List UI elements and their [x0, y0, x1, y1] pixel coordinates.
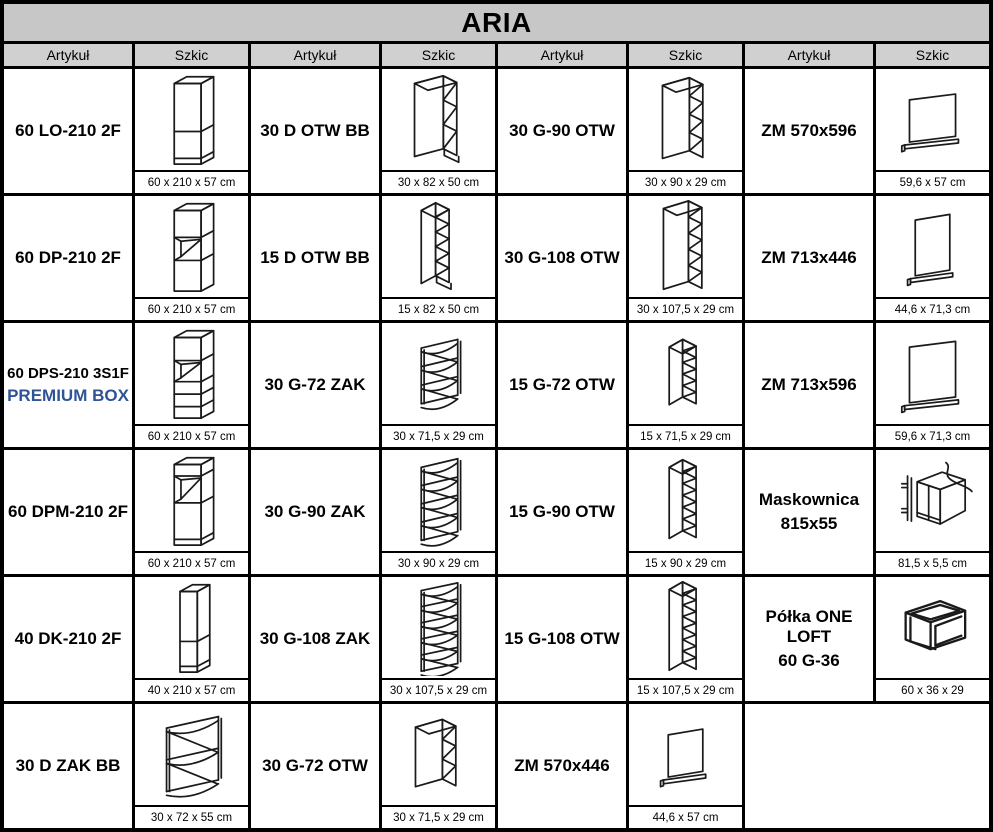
article-code: 815x55: [780, 514, 838, 533]
article-cell: [745, 69, 873, 193]
article-code: 30 G-72 OTW: [262, 756, 368, 775]
sketch-cell: [135, 196, 248, 320]
column-header-artykul: Artykuł: [251, 44, 379, 66]
tall-cabinet-60-oven-drawers-sketch-icon: [135, 323, 248, 424]
article-cell: [498, 577, 626, 701]
sketch-cell: [135, 577, 248, 701]
column-header-artykul: Artykuł: [498, 44, 626, 66]
article-code: 30 G-90 OTW: [509, 121, 615, 140]
article-cell: [4, 69, 132, 193]
open-base-30-sketch-icon: [382, 69, 495, 170]
article-code: 15 G-90 OTW: [509, 502, 615, 521]
sketch-cell: [876, 196, 989, 320]
article-code: 40 DK-210 2F: [14, 629, 122, 648]
sketch-dimensions: 15 x 82 x 50 cm: [382, 297, 495, 320]
sketch-dimensions: 30 x 72 x 55 cm: [135, 805, 248, 828]
sketch-dimensions: 15 x 107,5 x 29 cm: [629, 678, 742, 701]
column-header-szkic: Szkic: [876, 44, 989, 66]
article-cell: [745, 196, 873, 320]
sketch-dimensions: 59,6 x 57 cm: [876, 170, 989, 193]
panel-tall-narrow-sketch-icon: [876, 196, 989, 297]
sketch-dimensions: 30 x 107,5 x 29 cm: [382, 678, 495, 701]
panel-small-sketch-icon: [629, 704, 742, 805]
panel-square-sketch-icon: [876, 69, 989, 170]
column-header-artykul: Artykuł: [745, 44, 873, 66]
article-cell: [498, 704, 626, 828]
article-code: 30 G-108 OTW: [504, 248, 620, 267]
sketch-dimensions: 60 x 36 x 29: [876, 678, 989, 701]
sketch-cell: [629, 196, 742, 320]
wall-open-30-90-sketch-icon: [629, 69, 742, 170]
article-cell: [251, 577, 379, 701]
sketch-cell: [629, 323, 742, 447]
sketch-cell: [382, 69, 495, 193]
article-code: 60 DP-210 2F: [15, 248, 121, 267]
column-header-szkic: Szkic: [629, 44, 742, 66]
sketch-cell: [876, 450, 989, 574]
article-cell: [4, 450, 132, 574]
panel-tall-wide-sketch-icon: [876, 323, 989, 424]
sketch-dimensions: 30 x 82 x 50 cm: [382, 170, 495, 193]
sketch-dimensions: 15 x 90 x 29 cm: [629, 551, 742, 574]
page-title: ARIA: [4, 4, 989, 41]
article-cell: [498, 196, 626, 320]
wall-zak-72-sketch-icon: [382, 323, 495, 424]
article-code: 30 D OTW BB: [260, 121, 370, 140]
wall-open-15-108-sketch-icon: [629, 577, 742, 678]
sketch-cell: [382, 577, 495, 701]
article-cell: [498, 323, 626, 447]
article-cell: [251, 69, 379, 193]
article-cell: [4, 577, 132, 701]
sketch-dimensions: 15 x 71,5 x 29 cm: [629, 424, 742, 447]
article-cell: [251, 323, 379, 447]
sketch-dimensions: 59,6 x 71,3 cm: [876, 424, 989, 447]
sketch-dimensions: 81,5 x 5,5 cm: [876, 551, 989, 574]
article-code: 30 G-90 ZAK: [264, 502, 366, 521]
sketch-dimensions: 60 x 210 x 57 cm: [135, 297, 248, 320]
tall-cabinet-60-2f-sketch-icon: [135, 69, 248, 170]
sketch-cell: [135, 323, 248, 447]
sketch-dimensions: 30 x 71,5 x 29 cm: [382, 805, 495, 828]
article-code: Maskownica: [758, 490, 860, 509]
sketch-dimensions: 30 x 90 x 29 cm: [382, 551, 495, 574]
tall-cabinet-60-oven-sketch-icon: [135, 196, 248, 297]
article-cell: [4, 196, 132, 320]
sketch-dimensions: 60 x 210 x 57 cm: [135, 170, 248, 193]
sketch-cell: [382, 704, 495, 828]
wall-open-30-72-sketch-icon: [382, 704, 495, 805]
tall-cabinet-40-2f-sketch-icon: [135, 577, 248, 678]
sketch-cell: [382, 323, 495, 447]
corner-open-base-sketch-icon: [135, 704, 248, 805]
article-cell: [251, 704, 379, 828]
wall-zak-108-sketch-icon: [382, 577, 495, 678]
article-code: 15 D OTW BB: [260, 248, 370, 267]
article-cell: [498, 69, 626, 193]
article-code: ZM 570x596: [761, 121, 857, 140]
sketch-cell: [876, 323, 989, 447]
sketch-dimensions: 44,6 x 71,3 cm: [876, 297, 989, 320]
article-code: PREMIUM BOX: [7, 385, 129, 405]
article-cell: [251, 196, 379, 320]
empty-cell: [745, 704, 989, 828]
sketch-dimensions: 44,6 x 57 cm: [629, 805, 742, 828]
sketch-dimensions: 60 x 210 x 57 cm: [135, 551, 248, 574]
sketch-cell: [629, 577, 742, 701]
wall-open-15-72-sketch-icon: [629, 323, 742, 424]
column-header-artykul: Artykuł: [4, 44, 132, 66]
article-code: ZM 713x446: [761, 248, 857, 267]
article-code: Półka ONE LOFT: [765, 607, 853, 646]
article-code: 30 D ZAK BB: [15, 756, 121, 775]
article-code: 60 LO-210 2F: [15, 121, 121, 140]
sketch-dimensions: 60 x 210 x 57 cm: [135, 424, 248, 447]
article-code: 30 G-108 ZAK: [259, 629, 371, 648]
sketch-cell: [135, 69, 248, 193]
wall-open-15-90-sketch-icon: [629, 450, 742, 551]
sketch-cell: [876, 69, 989, 193]
sketch-dimensions: 30 x 71,5 x 29 cm: [382, 424, 495, 447]
wall-open-30-108-sketch-icon: [629, 196, 742, 297]
article-code: 60 G-36: [778, 651, 840, 670]
open-base-15-sketch-icon: [382, 196, 495, 297]
sketch-cell: [629, 704, 742, 828]
article-code: 60 DPS-210 3S1F: [7, 364, 129, 382]
column-header-szkic: Szkic: [135, 44, 248, 66]
sketch-cell: [876, 577, 989, 701]
article-cell: [745, 323, 873, 447]
sketch-dimensions: 30 x 90 x 29 cm: [629, 170, 742, 193]
sketch-cell: [382, 196, 495, 320]
sketch-dimensions: 40 x 210 x 57 cm: [135, 678, 248, 701]
article-code: 15 G-108 OTW: [504, 629, 620, 648]
wall-zak-90-sketch-icon: [382, 450, 495, 551]
article-code: 30 G-72 ZAK: [264, 375, 366, 394]
sketch-cell: [629, 69, 742, 193]
loft-frame-shelf-sketch-icon: [876, 577, 989, 678]
sketch-cell: [135, 450, 248, 574]
article-cell: [498, 450, 626, 574]
article-code: ZM 570x446: [514, 756, 610, 775]
sketch-cell: [135, 704, 248, 828]
article-cell: [4, 704, 132, 828]
maskownica-strip-sketch-icon: [876, 450, 989, 551]
article-cell: [4, 323, 132, 447]
article-code: 60 DPM-210 2F: [8, 502, 128, 521]
sketch-dimensions: 30 x 107,5 x 29 cm: [629, 297, 742, 320]
article-code: ZM 713x596: [761, 375, 857, 394]
article-cell: [745, 577, 873, 701]
sketch-cell: [629, 450, 742, 574]
tall-cabinet-60-oven-mid-sketch-icon: [135, 450, 248, 551]
article-code: 15 G-72 OTW: [509, 375, 615, 394]
article-cell: [251, 450, 379, 574]
sketch-cell: [382, 450, 495, 574]
article-cell: [745, 450, 873, 574]
column-header-szkic: Szkic: [382, 44, 495, 66]
